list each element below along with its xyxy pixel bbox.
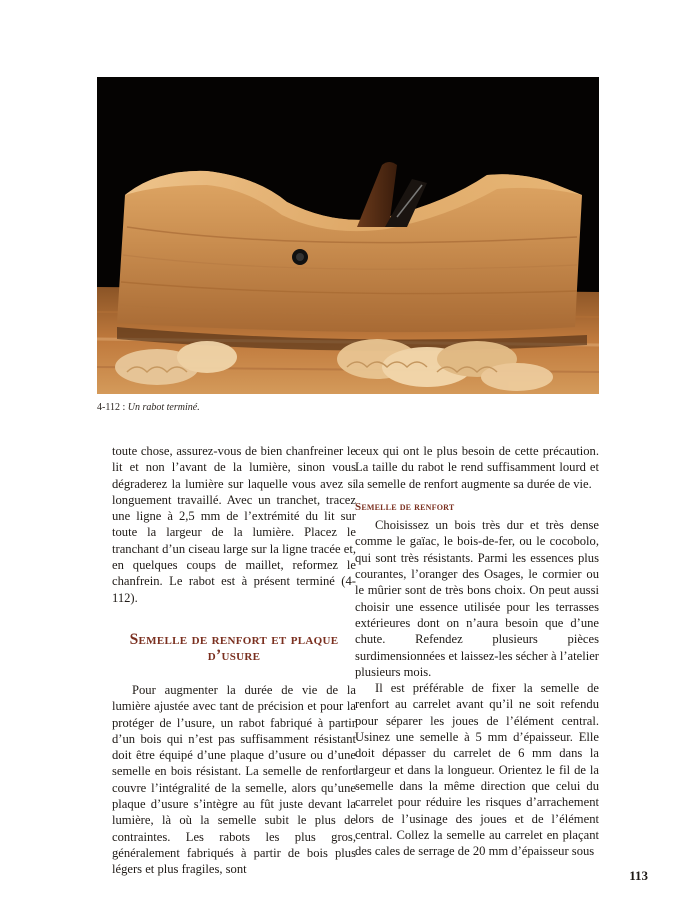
caption-text: Un rabot terminé. xyxy=(127,402,200,413)
left-column xyxy=(112,443,356,878)
right-column xyxy=(355,443,599,859)
subsection-heading: Semelle de renfort xyxy=(355,500,455,513)
left-paragraph-2: Pour augmenter la durée de vie de la lumière ajustée avec tant de précision et pour la protéger de l’usure, un rabot fabriqué à partir d’un bois qui n’est pas suffisamment résistant doit être équipé d’une plaque d’usure ou d’une semelle en bois résistant. La semelle de renfort couvre l’intégralité de la semelle, alors qu’une plaque d’usure s’intègre au fût juste devant la lumière, là où la semelle subit le plus de contraintes. Les rabots les plus gros, généralement fabriqués à partir de bois plus légers et plus fragiles, sont xyxy=(112,682,356,877)
left-paragraph-1: toute chose, assurez-vous de bien chanfreiner le lit et non l’avant de la lumière, sinon vous dégraderez la lumière sur laquelle vous avez si longuement travaillé. Avec un tranchet, tracez une ligne à 2,5 mm de l’extrémité du lit sur toute la largeur de la lumière. Placez le tranchant d’un ciseau large sur la ligne tracée et, en quelques coups de maillet, reformez le chanfrein. Le rabot est à présent terminé (4-112). xyxy=(112,444,356,605)
right-paragraph-1: ceux qui ont le plus besoin de cette précaution. La taille du rabot le rend suffisamment lourd et la semelle de renfort augmente sa durée de vie. xyxy=(355,444,599,491)
page-number: 113 xyxy=(629,868,648,883)
section-title: Semelle de renfort et plaque d’usure xyxy=(129,630,339,664)
right-paragraph-2: Choisissez un bois très dur et très dense comme le gaïac, le bois-de-fer, ou le cocobolo, qui sont très résistants. Parmi les essences plus courantes, l’oranger des Osages, le cormier ou le mûrier sont de très bons choix. On peut aussi choisir une essence utilisée pour les terrasses extérieures dont on n’aura besoin que d’une chute. Refendez plusieurs pièces surdimensionnées et laissez-les sécher à l’atelier plusieurs mois. xyxy=(355,518,599,679)
caption-number: 4-112 : xyxy=(97,402,126,413)
figure-photo xyxy=(97,77,599,394)
figure-caption xyxy=(97,402,599,414)
finished-wooden-plane-photo xyxy=(97,77,599,394)
right-paragraph-3: Il est préférable de fixer la semelle de renfort au carrelet avant qu’il ne soit refendu pour séparer les joues de l’élément central. Usinez une semelle à 5 mm d’épaisseur. Elle doit dépasser du carrelet de 6 mm dans la largeur et dans la longueur. Orientez le fil de la semelle dans la même direction que celui du carrelet pour réduire les risques d’arrachement lors de l’usinage des joues et de l’élément central. Collez la semelle au carrelet en plaçant des cales de serrage de 20 mm d’épaisseur sous xyxy=(355,681,599,859)
